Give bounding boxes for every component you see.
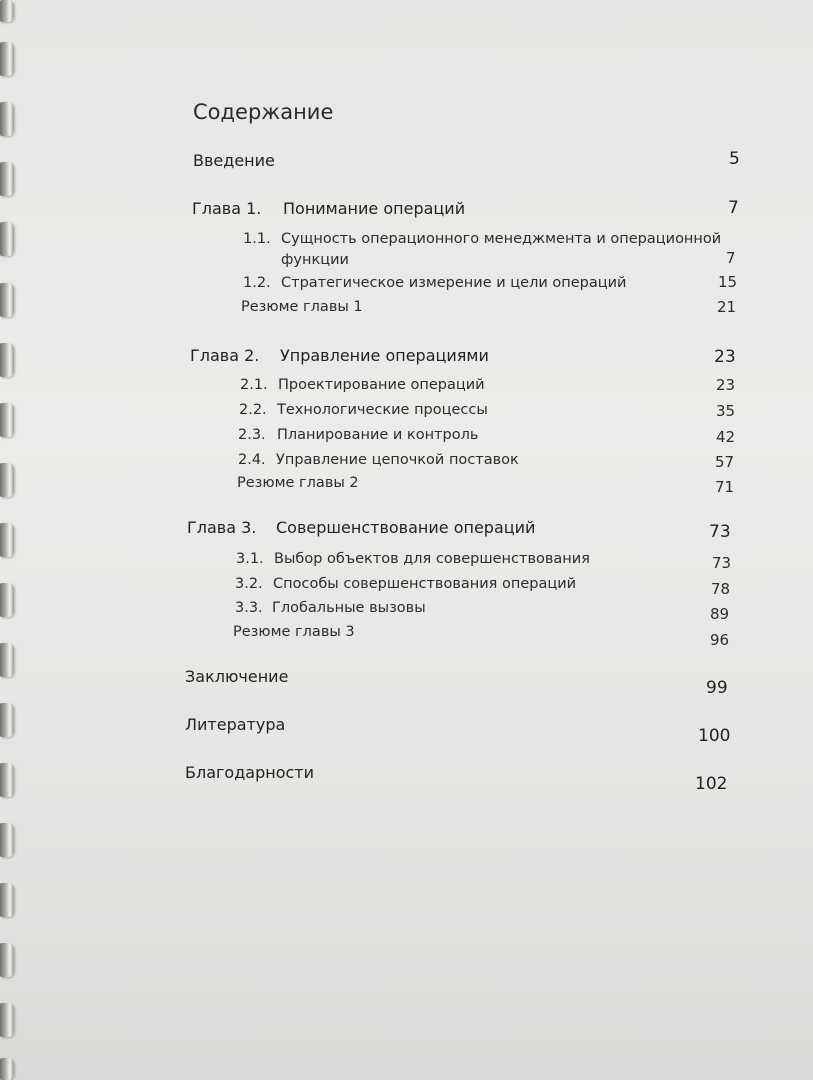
toc-title: Содержание (193, 100, 334, 124)
section-page: 35 (716, 402, 736, 420)
toc-acknowledgements-page: 102 (695, 774, 728, 794)
chapter-page: 23 (714, 347, 736, 367)
section-page: 15 (718, 273, 738, 291)
summary-page: 71 (715, 478, 735, 496)
section-page: 57 (715, 453, 735, 471)
section-number: 2.4. (238, 452, 266, 468)
toc-conclusion-page: 99 (706, 678, 728, 698)
chapter-page: 73 (709, 522, 731, 542)
chapter-summary[interactable]: Резюме главы 2 (237, 475, 359, 491)
toc-literature-page: 100 (698, 726, 731, 746)
section-title[interactable]: Проектирование операций (278, 377, 485, 393)
section-title[interactable]: Планирование и контроль (277, 427, 479, 443)
toc-literature-label[interactable]: Литература (185, 715, 286, 734)
section-page: 89 (710, 605, 730, 623)
chapter-number: Глава 3. (187, 518, 257, 537)
section-number: 1.2. (243, 275, 271, 291)
section-title[interactable]: Технологические процессы (277, 402, 488, 418)
chapter-title[interactable]: Управление операциями (280, 346, 489, 365)
chapter-summary[interactable]: Резюме главы 3 (233, 624, 355, 640)
section-number: 3.3. (235, 600, 263, 616)
section-number: 2.3. (238, 427, 266, 443)
toc-intro-page: 5 (729, 149, 740, 169)
section-number: 3.1. (236, 551, 264, 567)
chapter-number: Глава 1. (192, 199, 262, 218)
section-page: 7 (726, 249, 736, 267)
section-title[interactable]: Управление цепочкой поставок (276, 452, 519, 468)
chapter-page: 7 (728, 198, 739, 218)
section-title-continuation[interactable]: функции (281, 252, 349, 268)
section-title[interactable]: Способы совершенствования операций (273, 576, 577, 592)
section-title[interactable]: Выбор объектов для совершенствования (274, 551, 590, 567)
summary-page: 96 (710, 631, 730, 649)
toc-conclusion-label[interactable]: Заключение (185, 667, 289, 686)
section-number: 2.1. (240, 377, 268, 393)
chapter-number: Глава 2. (190, 346, 260, 365)
chapter-title[interactable]: Понимание операций (283, 199, 466, 218)
toc-acknowledgements-label[interactable]: Благодарности (185, 763, 314, 782)
chapter-title[interactable]: Совершенствование операций (276, 518, 536, 537)
section-page: 23 (716, 376, 736, 394)
section-page: 78 (711, 580, 731, 598)
section-page: 73 (712, 554, 732, 572)
summary-page: 21 (717, 298, 737, 316)
section-title[interactable]: Стратегическое измерение и цели операций (281, 275, 627, 291)
section-title[interactable]: Сущность операционного менеджмента и операционной (281, 231, 722, 247)
chapter-summary[interactable]: Резюме главы 1 (241, 299, 363, 315)
section-number: 1.1. (243, 231, 271, 247)
section-title[interactable]: Глобальные вызовы (272, 600, 426, 616)
section-page: 42 (716, 428, 736, 446)
section-number: 2.2. (239, 402, 267, 418)
section-number: 3.2. (235, 576, 263, 592)
toc-intro-label[interactable]: Введение (193, 151, 275, 170)
